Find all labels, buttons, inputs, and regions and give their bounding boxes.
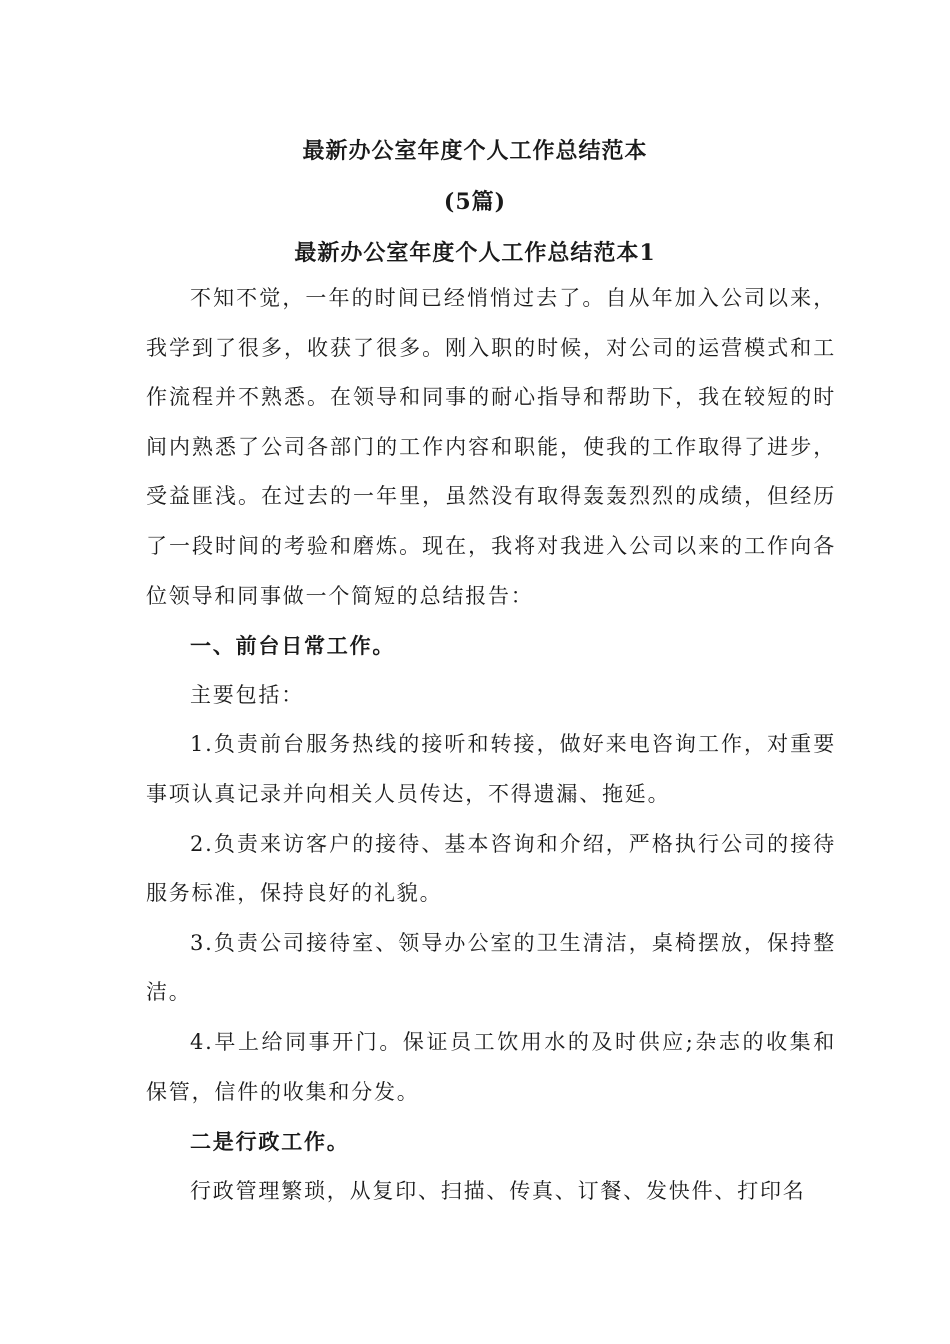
section-heading-front-desk: 一、前台日常工作。 [190,633,396,659]
list-intro: 主要包括： [190,682,304,707]
intro-paragraph: 不知不觉，一年的时间已经悄悄过去了。自从年加入公司以来，我学到了很多，收获了很多。刚入职的时候，对公司的运营模式和工作流程并不熟悉。在领导和同事的耐心指导和帮助下，我在较短的时间内熟悉了公司各部门的工作内容和职能，使我的工作取得了进步，受益匪浅。在过去的一年里，虽然没有取得轰轰烈烈的成绩，但经历了一段时间的考验和磨炼。现在，我将对我进入公司以来的工作向各位领导和同事做一个简短的总结报告： [146,286,836,608]
list-item: 4.早上给同事开门。保证员工饮用水的及时供应;杂志的收集和保管，信件的收集和分发。 [146,1029,836,1104]
document-title: 最新办公室年度个人工作总结范本 [302,138,648,164]
document-subtitle: (5篇) [443,189,507,215]
admin-paragraph: 行政管理繁琐，从复印、扫描、传真、订餐、发快件、打印名 [190,1178,806,1203]
list-item: 1.负责前台服务热线的接听和转接，做好来电咨询工作，对重要事项认真记录并向相关人员传达，不得遗漏、拖延。 [146,732,836,806]
document-body [146,274,836,1216]
list-item: 2.负责来访客户的接待、基本咨询和介绍，严格执行公司的接待服务标准，保持良好的礼貌。 [146,831,836,906]
section-title: 最新办公室年度个人工作总结范本1 [294,240,656,266]
section-heading-admin: 二是行政工作。 [190,1129,350,1155]
list-item: 3.负责公司接待室、领导办公室的卫生清洁，桌椅摆放，保持整洁。 [146,930,836,1005]
